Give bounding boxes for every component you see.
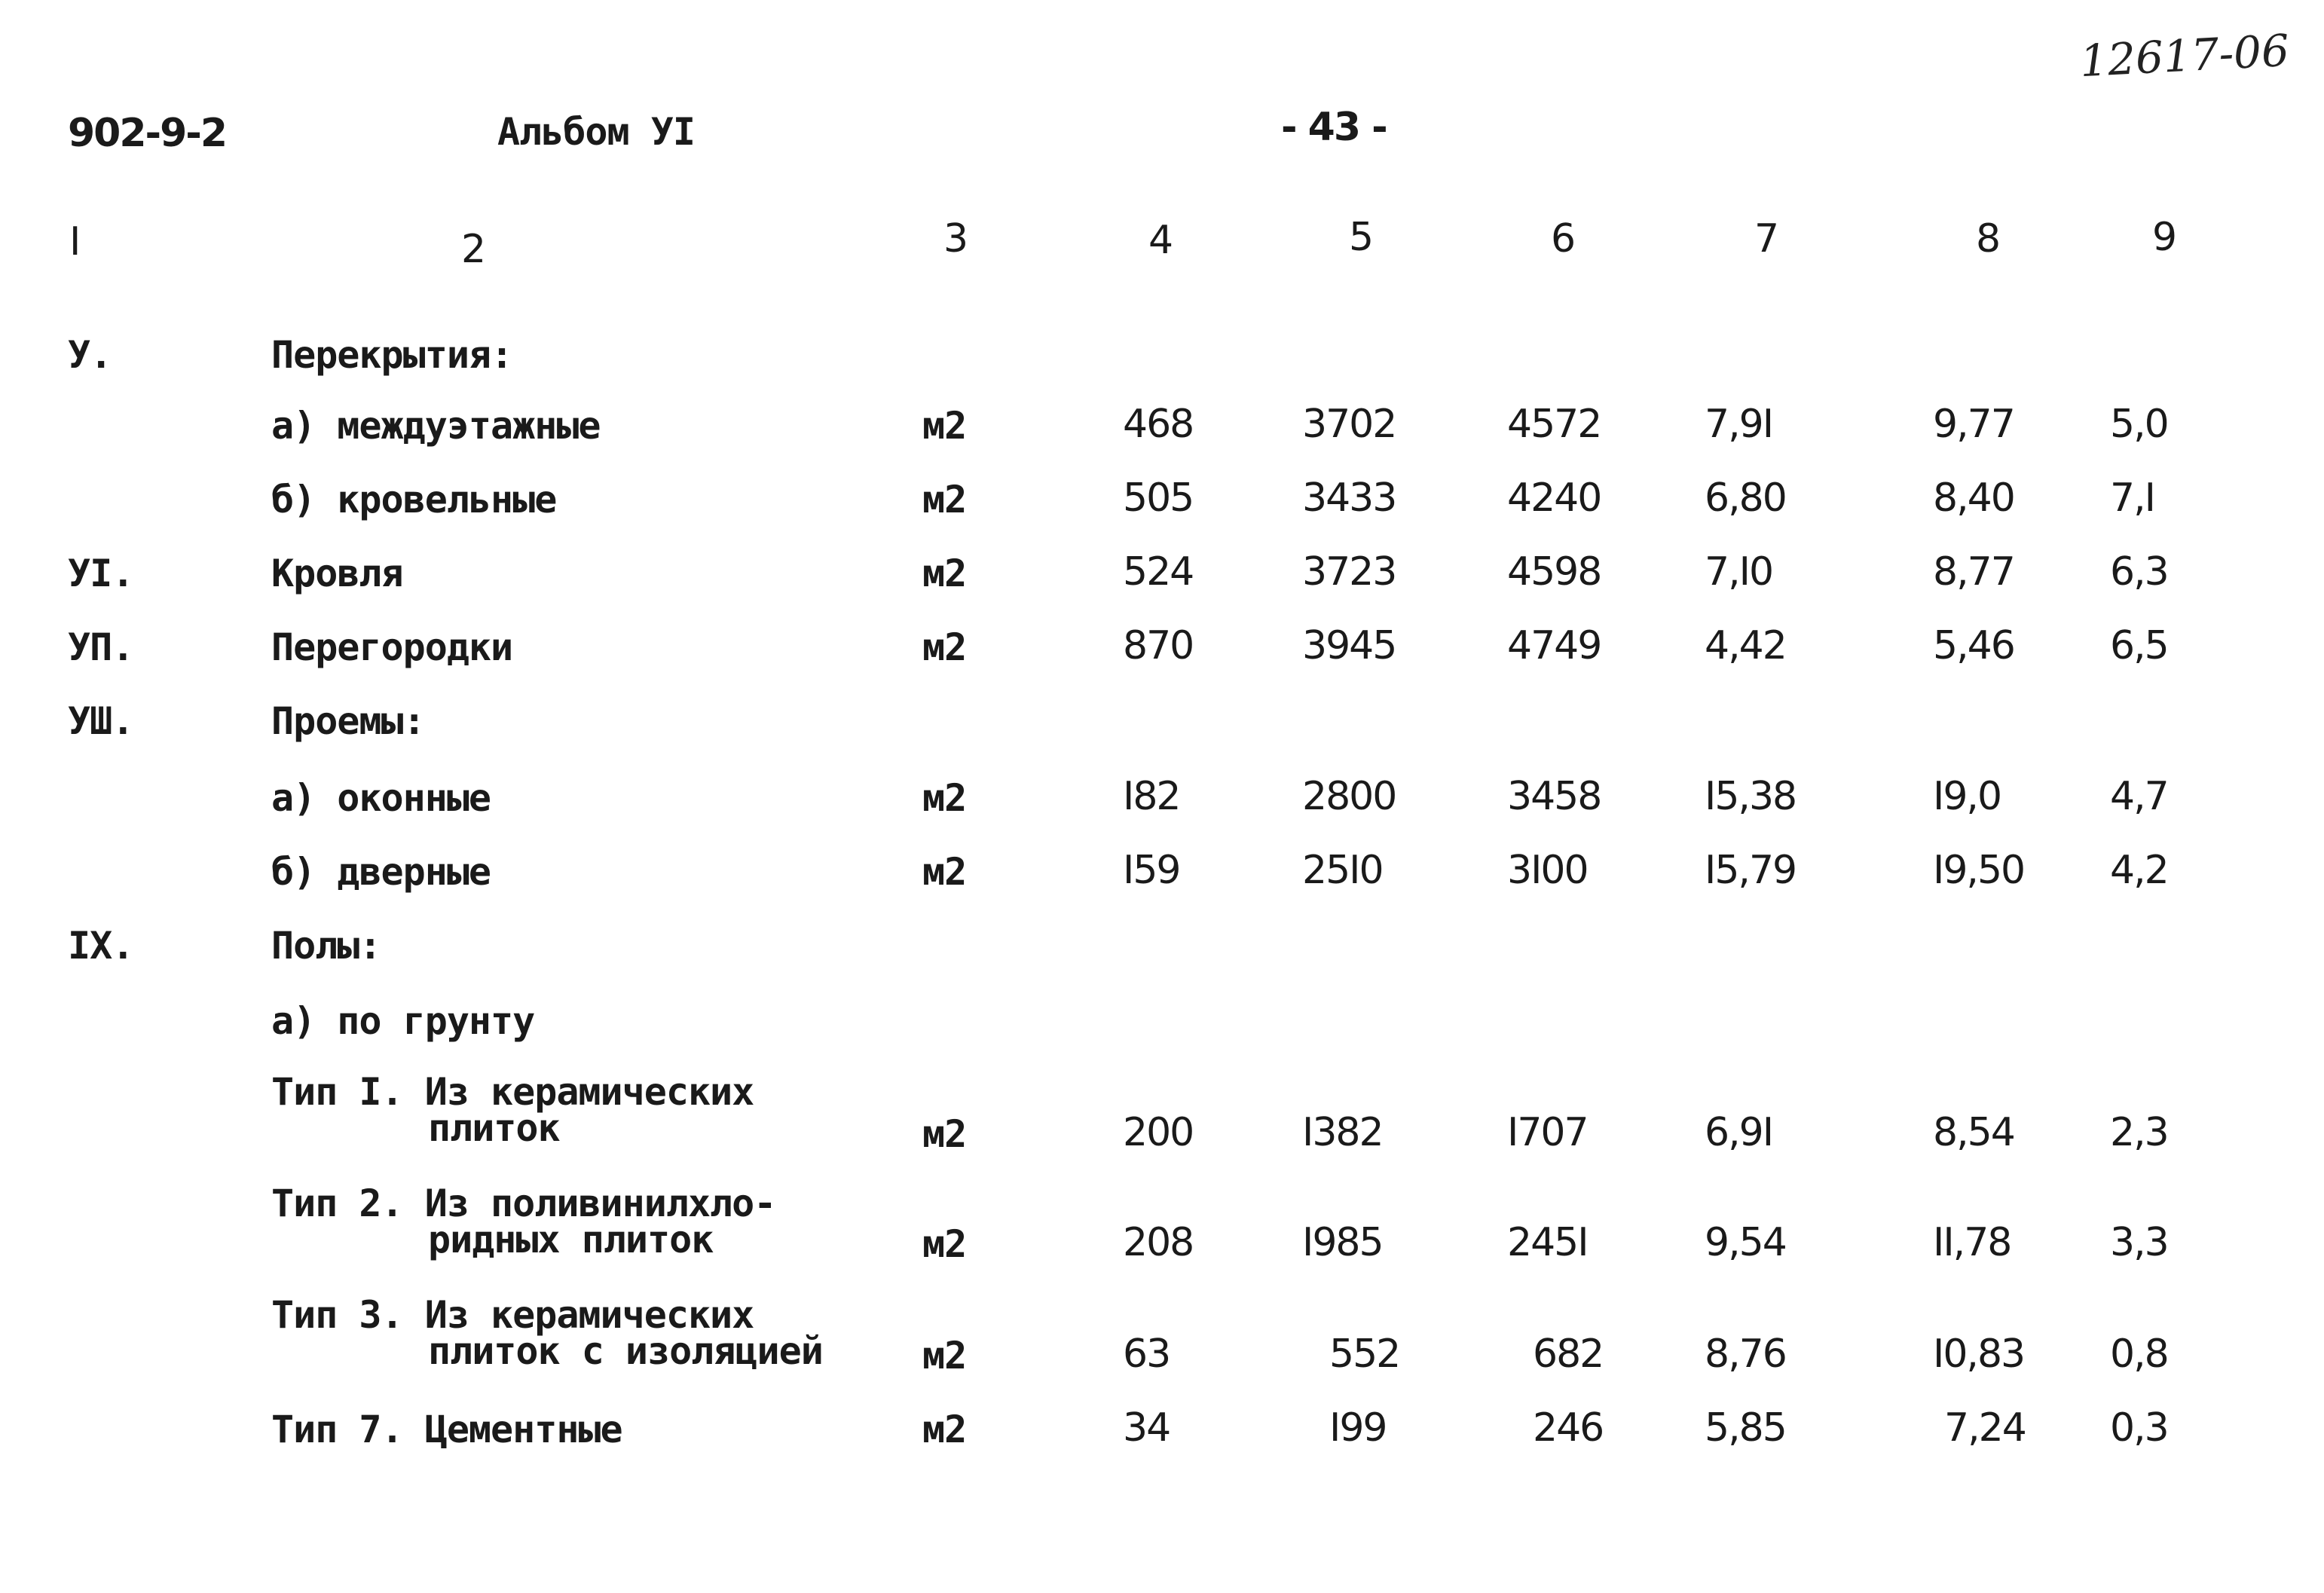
value-col4: I82 xyxy=(1123,774,1180,819)
column-header: 2 xyxy=(461,227,485,272)
column-header: I xyxy=(69,219,80,264)
value-col6: 3I00 xyxy=(1507,848,1588,893)
unit-cell: м2 xyxy=(922,1334,967,1377)
value-col4: 34 xyxy=(1123,1405,1170,1451)
value-col4: 63 xyxy=(1123,1332,1170,1377)
column-header: 9 xyxy=(2152,215,2176,260)
value-col5: 25I0 xyxy=(1302,848,1383,893)
value-col4: 208 xyxy=(1123,1220,1194,1265)
item-label-continued: ридных плиток xyxy=(428,1218,714,1261)
section-number: IX. xyxy=(68,924,134,968)
value-col4: 200 xyxy=(1123,1110,1194,1155)
column-header: 5 xyxy=(1349,215,1373,260)
value-col7: I5,79 xyxy=(1705,848,1797,893)
unit-cell: м2 xyxy=(922,850,967,894)
value-col8: 8,40 xyxy=(1933,475,2014,521)
unit-cell: м2 xyxy=(922,1408,967,1451)
section-number: УI. xyxy=(68,552,134,595)
item-label-continued: плиток с изоляцией xyxy=(428,1329,823,1373)
value-col4: 505 xyxy=(1123,475,1194,521)
unit-cell: м2 xyxy=(922,1112,967,1156)
value-col8: I0,83 xyxy=(1933,1332,2025,1377)
value-col9: 5,0 xyxy=(2110,402,2168,447)
value-col7: 8,76 xyxy=(1705,1332,1786,1377)
item-label: Тип 2. Из поливинилхло- xyxy=(271,1182,776,1225)
column-header: 7 xyxy=(1754,216,1778,261)
value-col6: 4572 xyxy=(1507,402,1601,447)
value-col9: 7,I xyxy=(2110,475,2154,521)
value-col6: I707 xyxy=(1507,1110,1588,1155)
unit-cell: м2 xyxy=(922,404,967,448)
value-col8: 9,77 xyxy=(1933,402,2014,447)
value-col6: 246 xyxy=(1533,1405,1604,1451)
value-col6: 4749 xyxy=(1507,623,1601,668)
value-col4: 870 xyxy=(1123,623,1194,668)
value-col5: 3433 xyxy=(1302,475,1396,521)
unit-cell: м2 xyxy=(922,625,967,669)
item-label: Тип 3. Из керамических xyxy=(271,1293,754,1337)
value-col8: I9,0 xyxy=(1933,774,2001,819)
item-label: Тип 7. Цементные xyxy=(271,1408,622,1451)
value-col7: 7,9I xyxy=(1705,402,1773,447)
section-number: УП. xyxy=(68,625,134,669)
value-col8: 7,24 xyxy=(1944,1405,2026,1451)
item-label: Тип I. Из керамических xyxy=(271,1070,754,1114)
value-col6: 3458 xyxy=(1507,774,1601,819)
value-col9: 3,3 xyxy=(2110,1220,2168,1265)
column-header: 3 xyxy=(943,216,968,261)
item-label: Проемы: xyxy=(271,699,425,743)
value-col6: 245I xyxy=(1507,1220,1588,1265)
value-col8: II,78 xyxy=(1933,1220,2011,1265)
unit-cell: м2 xyxy=(922,478,967,521)
item-label: а) междуэтажные xyxy=(271,404,601,448)
unit-cell: м2 xyxy=(922,776,967,820)
value-col7: 5,85 xyxy=(1705,1405,1786,1451)
album-title: Альбом УI xyxy=(497,110,695,154)
column-header: 4 xyxy=(1148,218,1173,263)
item-label: Перекрытия: xyxy=(271,333,513,377)
section-number: УШ. xyxy=(68,699,134,743)
item-label: Кровля xyxy=(271,552,403,595)
value-col9: 6,3 xyxy=(2110,549,2168,595)
value-col5: 2800 xyxy=(1302,774,1396,819)
value-col7: 7,I0 xyxy=(1705,549,1773,595)
page-number: - 43 - xyxy=(1281,105,1387,150)
value-col7: I5,38 xyxy=(1705,774,1797,819)
value-col7: 6,9I xyxy=(1705,1110,1773,1155)
value-col9: 2,3 xyxy=(2110,1110,2168,1155)
value-col4: 468 xyxy=(1123,402,1194,447)
value-col7: 6,80 xyxy=(1705,475,1786,521)
value-col9: 4,7 xyxy=(2110,774,2168,819)
value-col5: I985 xyxy=(1302,1220,1383,1265)
column-header: 6 xyxy=(1551,216,1575,261)
item-label: б) кровельные xyxy=(271,478,557,521)
item-label: б) дверные xyxy=(271,850,491,894)
value-col4: 524 xyxy=(1123,549,1194,595)
value-col8: I9,50 xyxy=(1933,848,2025,893)
value-col8: 8,54 xyxy=(1933,1110,2014,1155)
value-col5: 3723 xyxy=(1302,549,1396,595)
item-label: а) оконные xyxy=(271,776,491,820)
value-col5: I99 xyxy=(1329,1405,1387,1451)
value-col6: 4598 xyxy=(1507,549,1601,595)
unit-cell: м2 xyxy=(922,552,967,595)
item-label: Перегородки xyxy=(271,625,513,669)
value-col6: 682 xyxy=(1533,1332,1604,1377)
unit-cell: м2 xyxy=(922,1222,967,1266)
document-code: 902-9-2 xyxy=(68,111,227,156)
item-label: а) по грунту xyxy=(271,999,535,1043)
value-col9: 4,2 xyxy=(2110,848,2168,893)
value-col7: 9,54 xyxy=(1705,1220,1786,1265)
value-col9: 6,5 xyxy=(2110,623,2168,668)
value-col5: 552 xyxy=(1329,1332,1400,1377)
item-label-continued: плиток xyxy=(428,1106,560,1150)
value-col8: 5,46 xyxy=(1933,623,2014,668)
value-col5: 3702 xyxy=(1302,402,1396,447)
value-col5: I382 xyxy=(1302,1110,1383,1155)
handwritten-archive-number: 12617-06 xyxy=(2078,24,2291,87)
value-col8: 8,77 xyxy=(1933,549,2014,595)
value-col9: 0,3 xyxy=(2110,1405,2168,1451)
value-col5: 3945 xyxy=(1302,623,1396,668)
item-label: Полы: xyxy=(271,924,381,968)
column-header: 8 xyxy=(1976,216,2000,261)
value-col4: I59 xyxy=(1123,848,1180,893)
value-col9: 0,8 xyxy=(2110,1332,2168,1377)
value-col7: 4,42 xyxy=(1705,623,1786,668)
value-col6: 4240 xyxy=(1507,475,1601,521)
section-number: У. xyxy=(68,333,112,377)
